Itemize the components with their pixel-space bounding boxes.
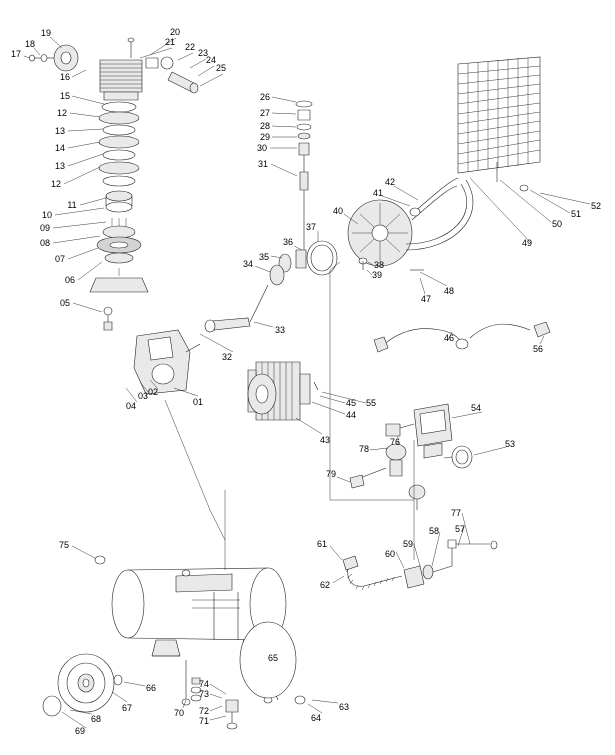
callout-79: 79 xyxy=(325,469,337,479)
callout-13a: 13 xyxy=(54,126,66,136)
callout-27: 27 xyxy=(259,108,271,118)
callout-74: 74 xyxy=(198,679,210,689)
callout-62: 62 xyxy=(319,580,331,590)
callout-65: 65 xyxy=(267,653,279,663)
callout-30: 30 xyxy=(256,143,268,153)
callout-76: 76 xyxy=(389,437,401,447)
callout-52: 52 xyxy=(590,201,602,211)
group-intake-tube xyxy=(270,97,312,260)
callout-58: 58 xyxy=(428,526,440,536)
callout-54: 54 xyxy=(470,403,482,413)
callout-12b: 12 xyxy=(50,179,62,189)
callout-18: 18 xyxy=(24,39,36,49)
callout-50: 50 xyxy=(551,219,563,229)
callout-67: 67 xyxy=(121,703,133,713)
callout-05: 05 xyxy=(59,298,71,308)
group-belt-and-pulley xyxy=(344,178,473,294)
callout-42: 42 xyxy=(384,177,396,187)
group-pump-housing xyxy=(126,330,210,510)
callout-01: 01 xyxy=(192,397,204,407)
callout-12a: 12 xyxy=(56,108,68,118)
callout-72: 72 xyxy=(198,706,210,716)
callout-02: 02 xyxy=(147,387,159,397)
callout-14: 14 xyxy=(54,143,66,153)
callout-28: 28 xyxy=(259,121,271,131)
callout-71: 71 xyxy=(198,716,210,726)
callout-06: 06 xyxy=(64,275,76,285)
callout-39: 39 xyxy=(371,270,383,280)
callout-40: 40 xyxy=(332,206,344,216)
callout-09: 09 xyxy=(39,223,51,233)
callout-38: 38 xyxy=(373,260,385,270)
callout-41: 41 xyxy=(372,188,384,198)
callout-24: 24 xyxy=(205,55,217,65)
callout-25: 25 xyxy=(215,63,227,73)
callout-03: 03 xyxy=(137,391,149,401)
callout-69: 69 xyxy=(74,726,86,736)
callout-51: 51 xyxy=(570,209,582,219)
callout-57: 57 xyxy=(454,524,466,534)
callout-17: 17 xyxy=(10,49,22,59)
callout-11: 11 xyxy=(67,200,77,210)
callout-55: 55 xyxy=(365,398,377,408)
group-cylinder-stack xyxy=(50,96,148,330)
callout-64: 64 xyxy=(310,713,322,723)
callout-70: 70 xyxy=(173,708,185,718)
group-pressure-switch xyxy=(337,404,506,510)
callout-15: 15 xyxy=(59,91,71,101)
callout-36: 36 xyxy=(282,237,294,247)
callout-68: 68 xyxy=(90,714,102,724)
group-power-cords xyxy=(374,322,550,352)
callout-07: 07 xyxy=(54,254,66,264)
callout-47: 47 xyxy=(420,294,432,304)
callout-23: 23 xyxy=(197,48,209,58)
callout-75: 75 xyxy=(58,540,70,550)
callout-46: 46 xyxy=(443,333,455,343)
group-discharge-hose xyxy=(330,500,497,590)
callout-53: 53 xyxy=(504,439,516,449)
callout-31: 31 xyxy=(257,159,269,169)
callout-29: 29 xyxy=(259,132,271,142)
callout-37: 37 xyxy=(305,222,317,232)
callout-04: 04 xyxy=(125,401,137,411)
callout-33: 33 xyxy=(274,325,286,335)
callout-48: 48 xyxy=(443,286,455,296)
callout-77: 77 xyxy=(450,508,462,518)
callout-60: 60 xyxy=(384,549,396,559)
callout-78: 78 xyxy=(358,444,370,454)
callout-20: 20 xyxy=(169,27,181,37)
callout-13b: 13 xyxy=(54,161,66,171)
callout-19: 19 xyxy=(40,28,52,38)
callout-63: 63 xyxy=(338,702,350,712)
callout-32: 32 xyxy=(221,352,233,362)
callout-49: 49 xyxy=(521,238,533,248)
callout-16: 16 xyxy=(59,72,71,82)
callout-34: 34 xyxy=(242,259,254,269)
callout-21: 21 xyxy=(164,37,176,47)
callout-43: 43 xyxy=(319,435,331,445)
callout-10: 10 xyxy=(41,210,53,220)
callout-59: 59 xyxy=(402,539,414,549)
callout-08: 08 xyxy=(39,238,51,248)
callout-61: 61 xyxy=(316,539,328,549)
group-motor xyxy=(248,270,366,500)
callout-66: 66 xyxy=(145,683,157,693)
callout-45: 45 xyxy=(345,398,357,408)
callout-73: 73 xyxy=(198,689,210,699)
callout-35: 35 xyxy=(258,252,270,262)
callout-44: 44 xyxy=(345,410,357,420)
callout-22: 22 xyxy=(184,42,196,52)
callout-56: 56 xyxy=(532,344,544,354)
callout-26: 26 xyxy=(259,92,271,102)
group-delivery-tube xyxy=(200,285,273,352)
